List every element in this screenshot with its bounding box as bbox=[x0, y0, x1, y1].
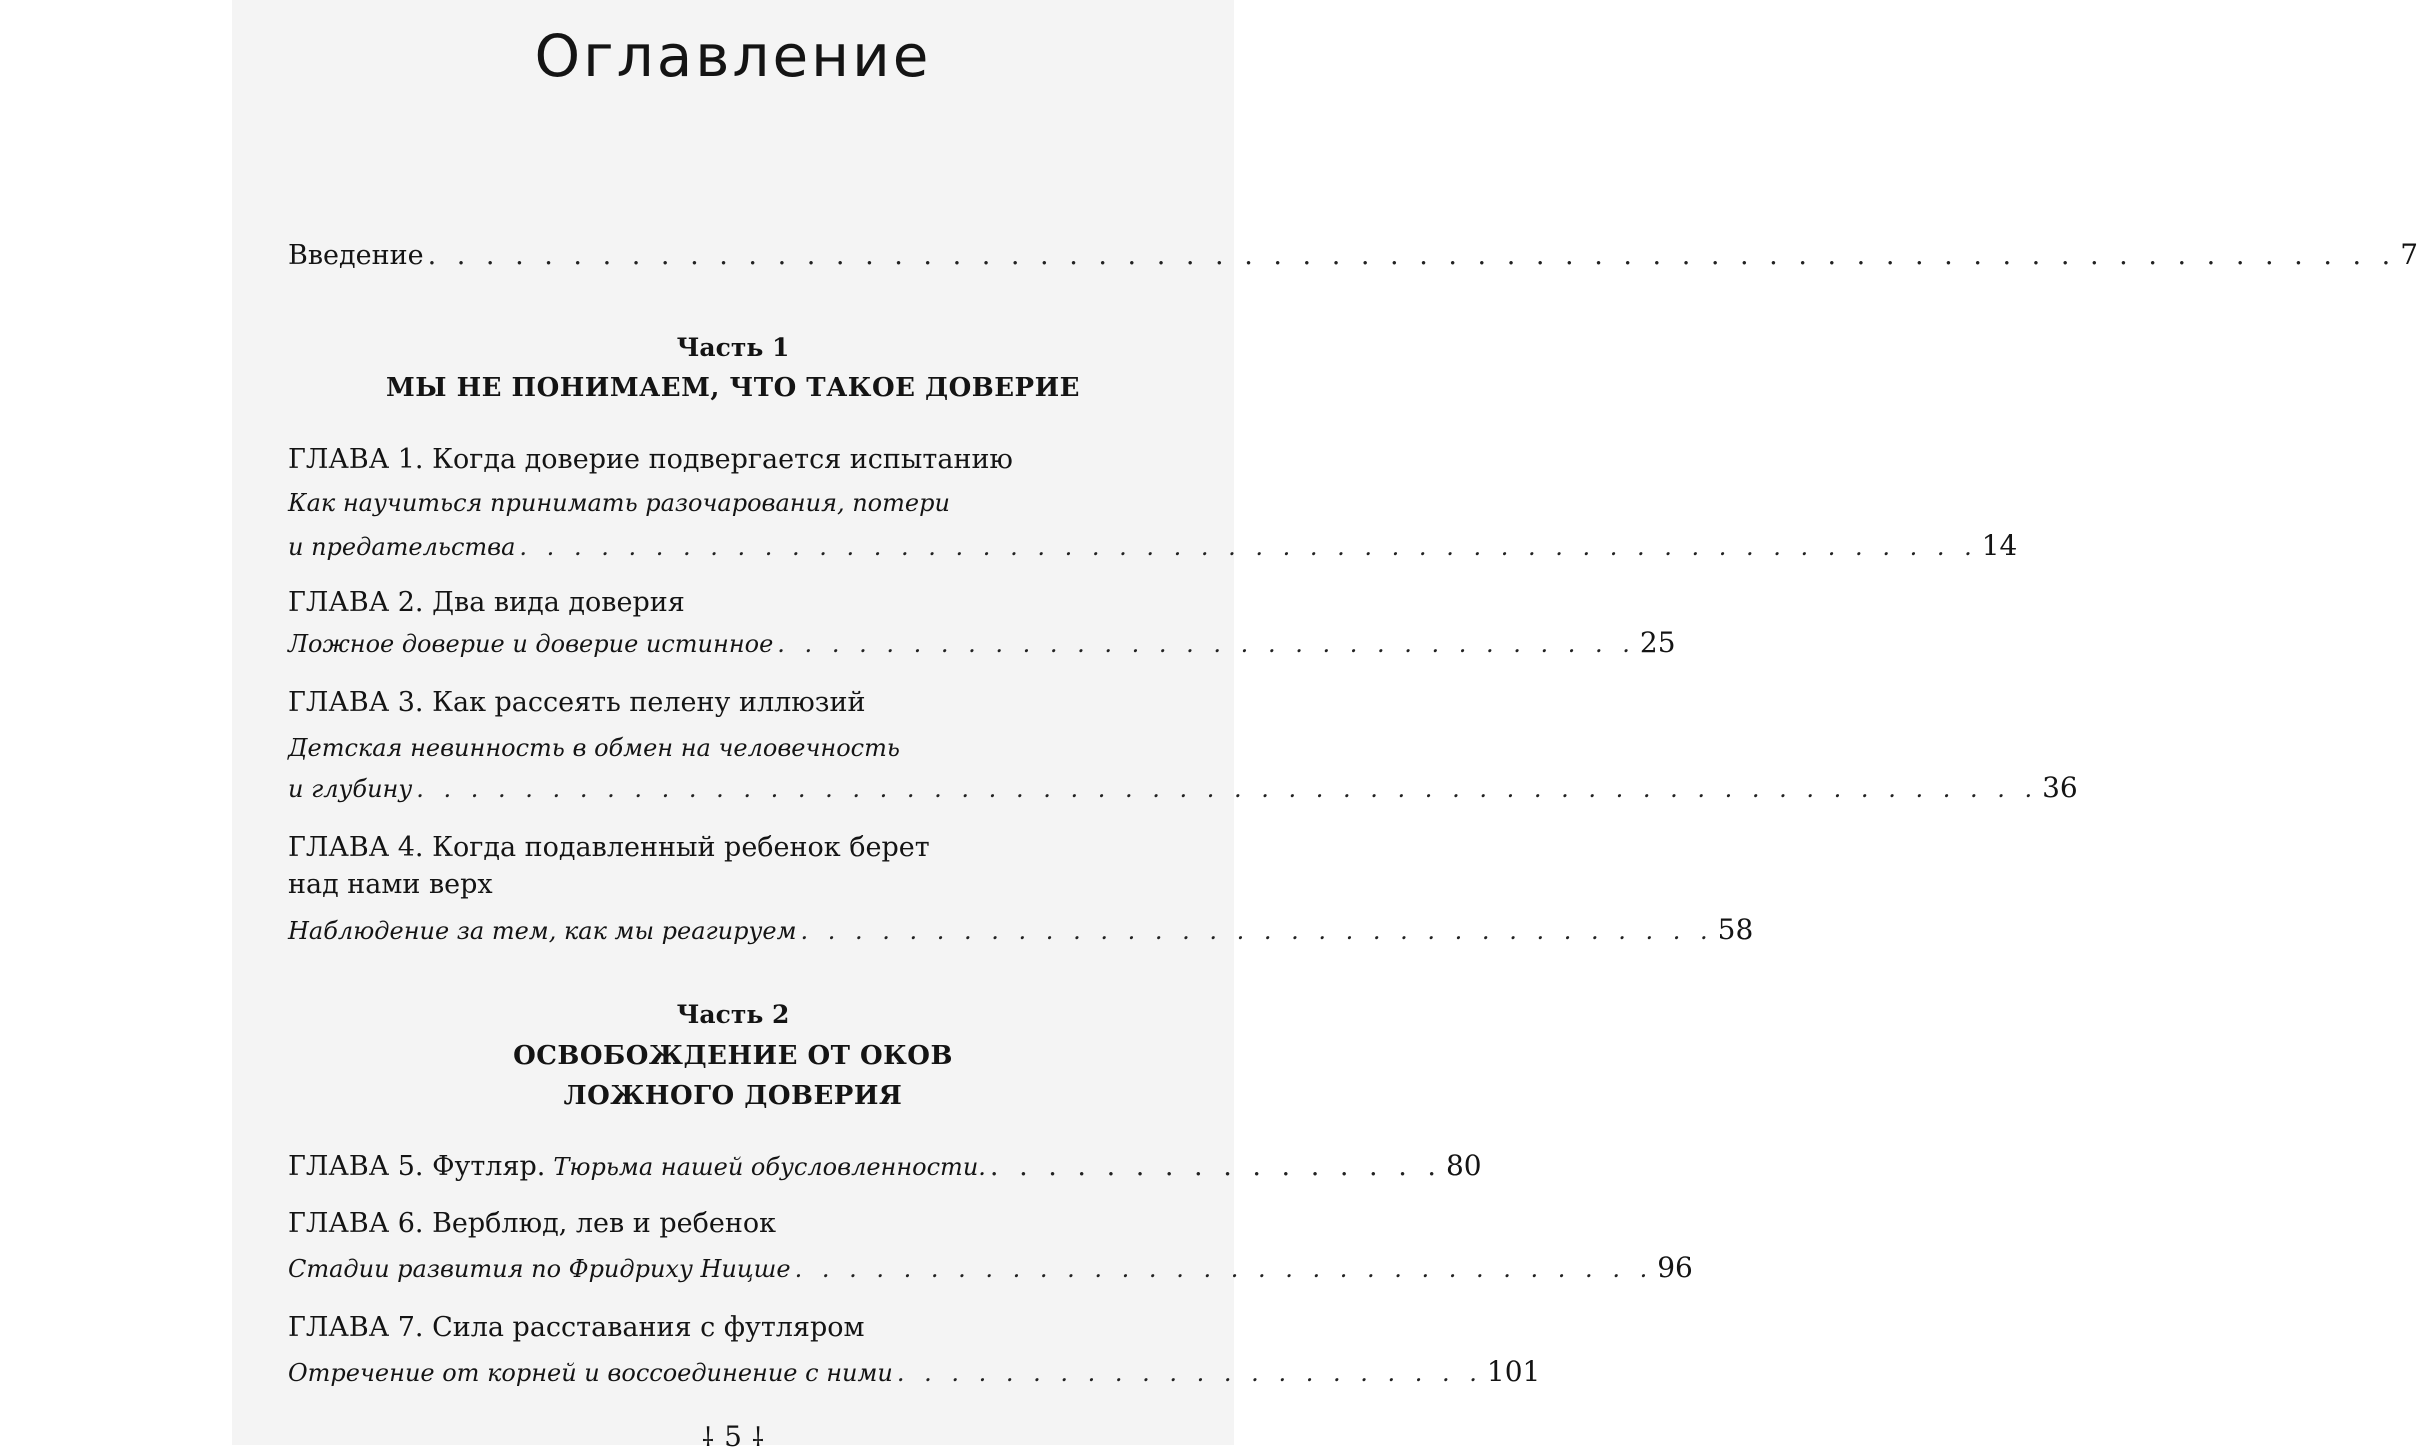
chapter-subtitle: Стадии развития по Фридриху Ницше bbox=[288, 1255, 791, 1283]
chapter-title-cont: над нами верх bbox=[288, 869, 493, 900]
chapter-subtitle: и предательства bbox=[288, 533, 516, 561]
chapter-subtitle: и глубину bbox=[288, 775, 413, 803]
toc-entry-ch2 bbox=[232, 623, 1676, 663]
entry-label: Введение bbox=[288, 240, 424, 271]
page-number: 80 bbox=[1445, 1149, 1482, 1182]
part-title: МЫ НЕ ПОНИМАЕМ, ЧТО ТАКОЕ ДОВЕРИЕ bbox=[386, 373, 1080, 403]
chapter-title: ГЛАВА 7. Сила расставания с футляром bbox=[288, 1312, 865, 1343]
chapter-title: ГЛАВА 1. Когда доверие подвергается испытанию bbox=[288, 444, 1013, 475]
page-number: 14 bbox=[1981, 529, 2018, 562]
page-number: 58 bbox=[1717, 913, 1754, 946]
toc-entry-ch7 bbox=[232, 1352, 1541, 1392]
chapter-subtitle: Отречение от корней и воссоединение с ними bbox=[288, 1359, 893, 1387]
page-title: Оглавление bbox=[534, 22, 932, 90]
toc-entry-ch4 bbox=[232, 910, 1754, 950]
part-title-cont: ЛОЖНОГО ДОВЕРИЯ bbox=[563, 1081, 903, 1111]
page-number: 96 bbox=[1657, 1251, 1693, 1284]
ornament-left-icon: ⸸ bbox=[701, 1423, 715, 1453]
page-footer bbox=[232, 1418, 1234, 1454]
chapter-subtitle: Наблюдение за тем, как мы реагируем bbox=[288, 917, 797, 945]
toc-entry-intro bbox=[232, 235, 2418, 275]
part-title: ОСВОБОЖДЕНИЕ ОТ ОКОВ bbox=[513, 1041, 953, 1071]
chapter-title: ГЛАВА 5. Футляр. bbox=[288, 1151, 546, 1182]
page-number: 36 bbox=[2042, 771, 2078, 804]
leader-dots: . . . . . . . . . . . . . . . . . . . . . . . . . . . . . . . . bbox=[794, 1255, 1654, 1283]
ornament-right-icon: ⸸ bbox=[751, 1423, 765, 1453]
chapter-subtitle: Как научиться принимать разочарования, потери bbox=[288, 489, 950, 517]
page-number: 7 bbox=[2400, 238, 2418, 271]
toc-entry-ch5 bbox=[232, 1146, 1482, 1186]
part-label: Часть 1 bbox=[676, 333, 790, 362]
part-label: Часть 2 bbox=[676, 1000, 790, 1029]
leader-dots: . . . . . . . . . . . . . . . . . . . . . . . . . . . . . . . . . . bbox=[800, 917, 1714, 945]
leader-dots: . . . . . . . . . . . . . . . . . . . . . . . . . . . . . . . . . . . . . . . . . . . . . . . . . . . . . . . . . . . . . . . . . . . . bbox=[427, 240, 2397, 271]
page-number: 101 bbox=[1486, 1355, 1541, 1388]
chapter-title: ГЛАВА 4. Когда подавленный ребенок берет bbox=[288, 832, 930, 863]
chapter-subtitle: Ложное доверие и доверие истинное bbox=[288, 630, 774, 658]
book-page bbox=[232, 0, 2418, 1453]
leader-dots: . . . . . . . . . . . . . . . . . . . . . . . . . . . . . . . . bbox=[777, 630, 1636, 658]
leader-dots: . . . . . . . . . . . . . . . . . . . . . . bbox=[896, 1359, 1483, 1387]
chapter-subtitle: Детская невинность в обмен на человечность bbox=[288, 734, 900, 762]
leader-dots: . . . . . . . . . . . . . . . . . . . . . . . . . . . . . . . . . . . . . . . . . . . . . . . . . . . . . . . . . . . . bbox=[416, 775, 2039, 803]
footer-page-number: 5 bbox=[724, 1420, 742, 1453]
toc-entry-ch3 bbox=[232, 768, 2078, 808]
chapter-title: ГЛАВА 2. Два вида доверия bbox=[288, 587, 685, 618]
page-number: 25 bbox=[1639, 626, 1676, 659]
toc-entry-ch6 bbox=[232, 1248, 1693, 1288]
leader-dots: . . . . . . . . . . . . . . . . bbox=[989, 1151, 1442, 1182]
chapter-title: ГЛАВА 3. Как рассеять пелену иллюзий bbox=[288, 687, 866, 718]
chapter-subtitle: Тюрьма нашей обусловленности. bbox=[553, 1153, 986, 1181]
toc-entry-ch1 bbox=[232, 526, 2018, 566]
chapter-title: ГЛАВА 6. Верблюд, лев и ребенок bbox=[288, 1208, 776, 1239]
leader-dots: . . . . . . . . . . . . . . . . . . . . . . . . . . . . . . . . . . . . . . . . . . . . . . . . . . . . . . bbox=[519, 533, 1978, 561]
